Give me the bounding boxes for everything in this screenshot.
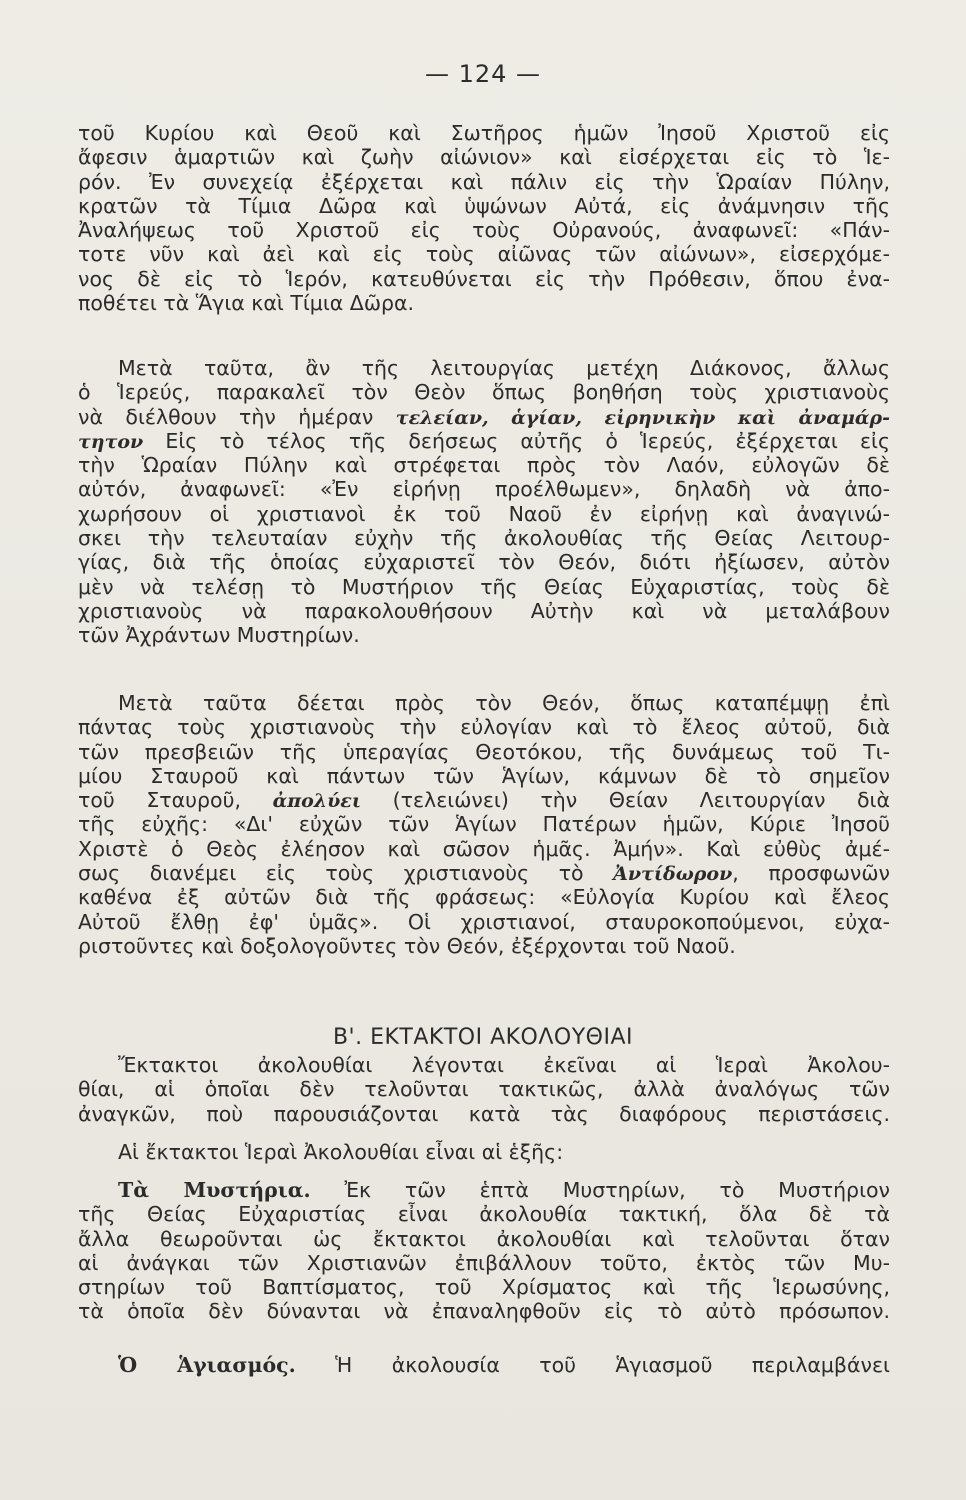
text-run: , προσφωνῶν (732, 861, 890, 886)
text-line: γίας, διὰ τῆς ὁποίας εὐχαριστεῖ τὸν Θεόν, διότι ἠξίωσεν, αὐτὸν (78, 550, 890, 575)
paragraph-7 (78, 1353, 890, 1377)
text-line: Μετὰ ταῦτα δέεται πρὸς τὸν Θεόν, ὅπως καταπέμψῃ ἐπὶ (118, 691, 890, 715)
paragraph-3 (78, 691, 890, 958)
text-line (78, 1353, 890, 1377)
text-line: αἱ ἀνάγκαι τῶν Χριστιανῶν ἐπιβάλλουν τοῦτο, ἐκτὸς τῶν Μυ- (78, 1250, 890, 1275)
text-line: τῶν πρεσβειῶν τῆς ὑπεραγίας Θεοτόκου, τῆς δυνάμεως τοῦ Τι- (78, 739, 890, 764)
term-heading: Ὁ Ἁγιασμός. (118, 1353, 296, 1377)
text-line: καθένα ἐξ αὐτῶν διὰ τῆς φράσεως: «Εὐλογία Κυρίου καὶ ἔλεος (78, 885, 890, 910)
text-line: ὁ Ἱερεύς, παρακαλεῖ τὸν Θεὸν ὅπως βοηθήση τοὺς χριστιανοὺς (78, 380, 890, 405)
paragraph-1 (78, 121, 890, 315)
text-line: ἀναγκῶν, ποὺ παρουσιάζονται κατὰ τὰς διαφόρους περιστάσεις. (78, 1101, 890, 1126)
text-line (78, 405, 890, 429)
text-line: μίου Σταυροῦ καὶ πάντων τῶν Ἁγίων, κάμνων δὲ τὸ σημεῖον (78, 763, 890, 788)
text-line: στηρίων τοῦ Βαπτίσματος, τοῦ Χρίσματος καὶ τῆς Ἱερωσύνης, (78, 1275, 890, 1300)
text-run: νὰ διέλθουν τὴν ἡμέραν (78, 404, 396, 429)
text-line: αὐτόν, ἀναφωνεῖ: «Ἐν εἰρήνῃ προέλθωμεν», δηλαδὴ νὰ ἀπο- (78, 477, 890, 502)
text-line: Αἱ ἔκτακτοι Ἱεραὶ Ἀκολουθίαι εἶναι αἱ ἑξῆς: (118, 1140, 564, 1164)
text-line: μὲν νὰ τελέσῃ τὸ Μυστήριον τῆς Θείας Εὐχαριστίας, τοὺς δὲ (78, 574, 890, 599)
text-line: θίαι, αἱ ὁποῖαι δὲν τελοῦνται τακτικῶς, ἀλλὰ ἀναλόγως τῶν (78, 1077, 890, 1102)
text-run: Ἡ ἀκολουσία τοῦ Ἁγιασμοῦ περιλαμβάνει (295, 1353, 890, 1377)
paragraph-4 (78, 1053, 890, 1126)
text-line: χριστιανοὺς νὰ παρακολουθήσουν Αὐτὴν καὶ νὰ μεταλάβουν (78, 598, 890, 623)
text-line: τοτε νῦν καὶ ἀεὶ καὶ εἰς τοὺς αἰῶνας τῶν αἰώνων», εἰσερχόμε- (78, 242, 890, 267)
paragraph-6 (78, 1178, 890, 1324)
text-run: σως διανέμει εἰς τοὺς χριστιανοὺς τὸ (78, 861, 614, 886)
paragraph-2 (78, 356, 890, 648)
text-line: τοῦ Κυρίου καὶ Θεοῦ καὶ Σωτῆρος ἡμῶν Ἰησοῦ Χριστοῦ εἰς (78, 121, 890, 145)
text-line (78, 861, 890, 885)
text-line: Ἀναλήψεως τοῦ Χριστοῦ εἰς τοὺς Οὐρανούς, ἀναφωνεῖ: «Πάν- (78, 218, 890, 243)
text-line: χωρήσουν οἱ χριστιανοὶ ἐκ τοῦ Ναοῦ ἐν εἰρήνῃ καὶ ἀναγινώ- (78, 501, 890, 526)
text-line: τῶν Ἀχράντων Μυστηρίων. (78, 623, 360, 648)
text-line: ποθέτει τὰ Ἅγια καὶ Τίμια Δῶρα. (78, 291, 415, 316)
text-line: Αὐτοῦ ἔλθῃ ἐφ' ὑμᾶς». Οἱ χριστιανοί, σταυροκοπούμενοι, εὐχα- (78, 909, 890, 934)
text-run: τοῦ Σταυροῦ, (78, 788, 273, 813)
text-line: ἄλλα θεωροῦνται ὡς ἔκτακτοι ἀκολουθίαι καὶ τελοῦνται ὅταν (78, 1226, 890, 1251)
paragraph-5 (78, 1140, 890, 1164)
text-line: ἄφεσιν ἁμαρτιῶν καὶ ζωὴν αἰώνιον» καὶ εἰσέρχεται εἰς τὸ Ἱε- (78, 145, 890, 170)
term-heading: Τὰ Μυστήρια. (118, 1178, 311, 1202)
text-line (78, 429, 890, 453)
text-line: τὰ ὁποῖα δὲν δύνανται νὰ ἐπαναληφθοῦν εἰς τὸ αὐτὸ πρόσωπον. (78, 1299, 890, 1324)
text-line: Μετὰ ταῦτα, ἂν τῆς λειτουργίας μετέχη Διάκονος, ἄλλως (118, 356, 890, 380)
text-line (78, 788, 890, 812)
text-run: (τελειώνει) τὴν Θείαν Λειτουργίαν διὰ (361, 788, 891, 813)
text-line: Χριστὲ ὁ Θεὸς ἐλέησον καὶ σῶσον ἡμᾶς. Ἀμήν». Καὶ εὐθὺς ἀμέ- (78, 836, 890, 861)
text-line (78, 1178, 890, 1202)
text-line: νος δὲ εἰς τὸ Ἱερόν, κατευθύνεται εἰς τὴν Πρόθεσιν, ὅπου ἐνα- (78, 266, 890, 291)
text-run: Εἰς τὸ τέλος τῆς δεήσεως αὐτῆς ὁ Ἱερεύς, ἐξέρχεται εἰς (143, 428, 890, 453)
page-number: — 124 — (424, 60, 542, 88)
text-line: πάντας τοὺς χριστιανοὺς τὴν εὐλογίαν καὶ τὸ ἔλεος αὐτοῦ, διὰ (78, 715, 890, 740)
text-line: Ἔκτακτοι ἀκολουθίαι λέγονται ἐκεῖναι αἱ Ἱεραὶ Ἀκολου- (118, 1053, 890, 1077)
text-line: κρατῶν τὰ Τίμια Δῶρα καὶ ὑψώνων Αὐτά, εἰς ἀνάμνησιν τῆς (78, 193, 890, 218)
text-line: τῆς Θείας Εὐχαριστίας εἶναι ἀκολουθία τακτική, ὅλα δὲ τὰ (78, 1202, 890, 1227)
text-line: ριστοῦντες καὶ δοξολογοῦντες τὸν Θεόν, ἐξέρχονται τοῦ Ναοῦ. (78, 933, 736, 958)
emphasis-text: τελείαν, ἁγίαν, εἰρηνικὴν καὶ ἀναμάρ- (395, 406, 890, 429)
text-line: ρόν. Ἐν συνεχείᾳ ἐξέρχεται καὶ πάλιν εἰς τὴν Ὡραίαν Πύλην, (78, 169, 890, 194)
text-line: τὴν Ὡραίαν Πύλην καὶ στρέφεται πρὸς τὸν Λαόν, εὐλογῶν δὲ (78, 453, 890, 478)
emphasis-text: ἀπολύει (272, 790, 362, 813)
text-line: τῆς εὐχῆς: «Δι' εὐχῶν τῶν Ἁγίων Πατέρων ἡμῶν, Κύριε Ἰησοῦ (78, 812, 890, 837)
section-heading: Β'. ΕΚΤΑΚΤΟΙ ΑΚΟΛΟΥΘΙΑΙ (332, 1025, 634, 1050)
emphasis-text: Ἀντίδωρον (613, 863, 733, 886)
text-line: σκει τὴν τελευταίαν εὐχὴν τῆς ἀκολουθίας τῆς Θείας Λειτουρ- (78, 526, 890, 551)
emphasis-text: τητον (78, 430, 144, 453)
text-run: Ἐκ τῶν ἑπτὰ Μυστηρίων, τὸ Μυστήριον (310, 1178, 890, 1202)
